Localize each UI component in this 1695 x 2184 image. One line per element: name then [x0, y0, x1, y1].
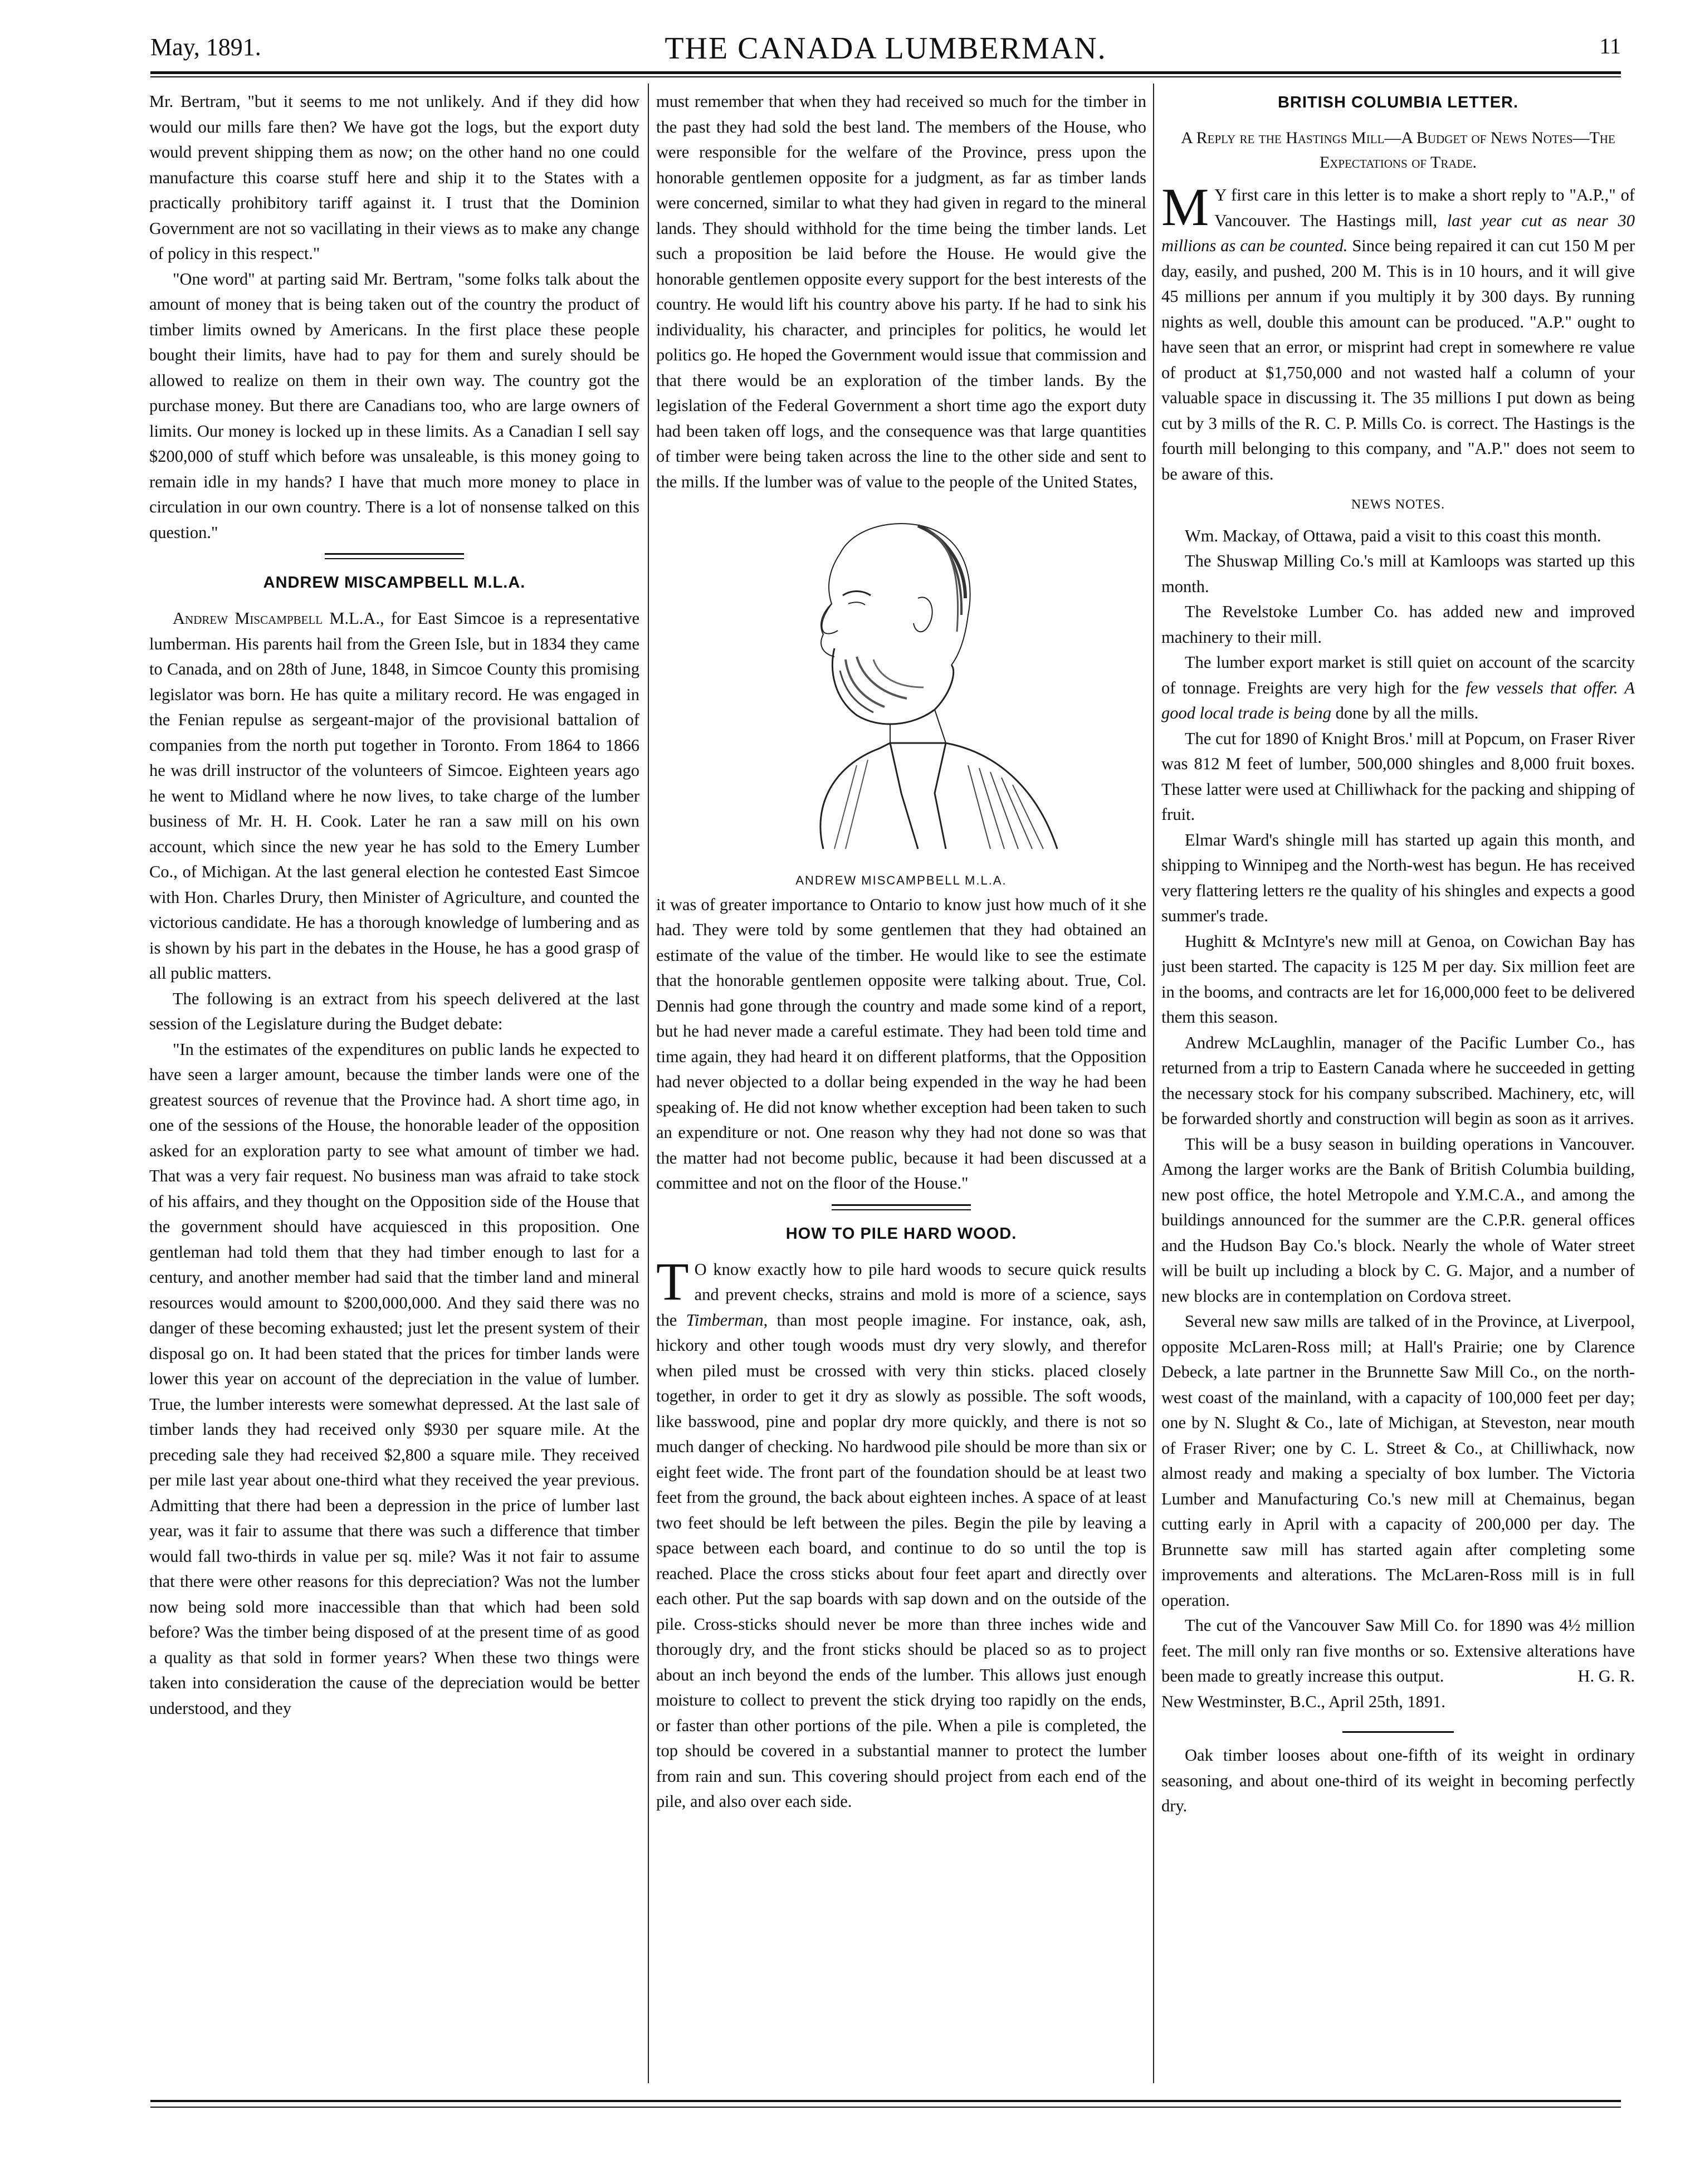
page-header [150, 31, 1621, 70]
header-rule-thin [150, 76, 1621, 77]
filler-paragraph: Oak timber looses about one-fifth of its weight in ordinary seasoning, and about one-third of its weight in becoming perfectly dry. [1161, 1746, 1635, 1815]
news-note: This will be a busy season in building operations in Vancouver. Among the larger works are the Bank of British Columbia building, new post office, the hotel Metropole and Y.M.C.A., and among the buildings announced for the summer are the C.P.R. general offices and the Hudson Bay Co.'s block. Nearly the whole of Water street will be built up including a block by C. G. Major, and a number of new blocks are in contemplation on Cordova street. [1161, 1134, 1635, 1306]
paragraph-text: O know exactly how to pile hard woods to secure quick results and prevent checks, strains and mold is more of a science, says the [656, 1259, 1146, 1330]
portrait-engraving [656, 504, 1146, 860]
signature: H. G. R. [1577, 1667, 1635, 1685]
section-divider [325, 558, 464, 559]
paragraph [149, 606, 639, 986]
paragraph-text: The lumber export market is still quiet on account of the scarcity of tonnage. Freights are very high for the [1161, 653, 1635, 697]
page-number: 11 [1599, 33, 1621, 58]
footer-rule [150, 2100, 1621, 2102]
news-note: The Shuswap Milling Co.'s mill at Kamloops was started up this month. [1161, 551, 1635, 596]
dateline: New Westminster, B.C., April 25th, 1891. [1161, 1692, 1446, 1711]
paragraph: "One word" at parting said Mr. Bertram, "some folks talk about the amount of money that is being taken out of the country the product of timber limits owned by Americans. In the first place these people bought their limits, have had to pay for them and surely should be allowed to realize on them in their own way. The country got the purchase money. But there are Canadians too, who are large owners of limits. Our money is locked up in these limits. As a Canadian I sell say $200,000 of stuff which before was unsaleable, is this money going to remain idle in my hands? I have that much more money to place in circulation in our own country. There is a lot of nonsense talked on this question." [149, 269, 639, 542]
issue-date: May, 1891. [150, 33, 261, 61]
paragraph: it was of greater importance to Ontario to know just how much of it she had. They were told by some gentlemen that they had obtained an estimate of the value of the timber. He would like to see the estimate that the honorable gentlemen opposite were talking about. True, Col. Dennis had gone through the country and made some kind of a report, but he had never made a careful estimate. They had been told time and time again, they had heard it on different platforms, that the Opposition had never objected to a dollar being expended in the way he had been speaking of. He did not know whether exception had been taken to such an expenditure or not. One reason why they had not done so was that the matter had not become public, because it had been discussed at a committee and not on the floor of the House." [656, 895, 1146, 1193]
paragraph: Mr. Bertram, "but it seems to me not unlikely. And if they did how would our mills fare then? We have got the logs, but the export duty would prevent shipping them as now; on the other hand no one could manufacture this coarse stuff here and ship it to the States with a practically prohibitory tariff against it. I trust that the Dominion Government are not so vacillating in their views as to make any change of policy in this respect." [149, 92, 639, 263]
column-1 [149, 89, 639, 2072]
publication-name: Timberman [686, 1310, 764, 1330]
section-divider [1342, 1731, 1454, 1733]
article-heading: BRITISH COLUMBIA LETTER. [1277, 94, 1519, 111]
news-note [1161, 650, 1635, 726]
paragraph-text: The cut of the Vancouver Saw Mill Co. for 1890 was 4½ million feet. The mill only ran five months or so. Extensive alterations have been made to greatly increase this output. [1161, 1616, 1635, 1685]
paragraph-text: Since being repaired it can cut 150 M per day, easily, and pushed, 200 M. This is in 10 hours, and it will give 45 millions per annum if you multiply it by 300 days. By running nights as well, double this amount can be produced. "A.P." ought to have seen that an error, or misprint had crept in somewhere re value of product at $1,750,000 and not wasted half a column of your valuable space in discussing it. The 35 millions I put down as being cut by 3 mills of the R. C. P. Mills Co. is correct. The Hastings is the fourth mill belonging to this company, and "A.P." does not seem to be aware of this. [1161, 236, 1635, 483]
paragraph: "In the estimates of the expenditures on public lands he expected to have seen a larger amount, because the timber lands were one of the greatest sources of revenue that the Province had. A short time ago, in one of the sessions of the House, the honorable leader of the opposition asked for an exploration party to see what amount of timber we had. That was a very fair request. No business man was afraid to take stock of his affairs, and they thought on the Opposition side of the House that the government should have acquiesced in this proposition. One gentleman had told them that they had timber enough to last for a century, and another member had said that the timber land and mineral resources would amount to $200,000,000. And they said there was no danger of these becoming exhausted; just let the present system of their disposal go on. It had been stated that the prices for timber lands were lower this year on account of the depreciation in the value of lumber. True, the lumber interests were somewhat depressed. At the last sale of timber lands they had received only $930 per square mile. At the preceding sale they had received $2,800 a square mile. They received per mile last year about one-third what they received the year previous. Admitting that there had been a depression in the price of lumber last year, was it fair to assume that there was such a difference that timber would fall two-thirds in value per sq. mile? Was it not fair to assume that there were other reasons for this depreciation? Was not the lumber now being sold more inaccessible than that which had been sold before? Was the timber being disposed of at the present time of as good a quality as that sold in former years? When these two things were taken into consideration the cause of the depreciation would be better understood, and they [149, 1039, 639, 1718]
paragraph-text: , than most people imagine. For instance, oak, ash, hickory and other tough woods must dry very slowly, and therefor when piled must be crossed with very thin sticks. placed closely together, in order to get it dry as slowly as possible. The soft woods, like basswood, pine and poplar dry more quickly, and there is not so much danger of checking. No hardwood pile should be more than six or eight feet wide. The front part of the foundation should be at least two feet from the ground, the back about eighteen inches. A space of at least two feet should be left between the piles. Begin the pile by leaving a space between each board, and continue to do so until the top is reached. Place the cross sticks about four feet apart and directly over each other. Put the sap boards with sap down and on the outside of the pile. Cross-sticks should never be more than three inches wide and thorougly dry, and the front sticks should be placed so as to project about an inch beyond the ends of the lumber. This allows just enough moisture to collect to prevent the stick drying too rapidly on the ends, or faster than other portions of the pile. When a pile is completed, the top should be covered in a substantial manner to protect the lumber from rain and sun. This covering should project from each end of the pile, and also over each side. [656, 1310, 1146, 1811]
news-note: Wm. Mackay, of Ottawa, paid a visit to this coast this month. [1185, 526, 1601, 545]
emphasis-text: few vessels that offer. A good local trade is being [1161, 678, 1635, 722]
paragraph-text: M.L.A., for East Simcoe is a representative lumberman. His parents hail from the Green Isle, but in 1834 they came to Canada, and on 28th of June, 1848, in Simcoe County this promising legislator was born. He has quite a military record. He was engaged in the Fenian repulse as sergeant-major of the provisional battalion of companies from the north put together in Toronto. From 1864 to 1866 he was drill instructor of the volunteers of Simcoe. Eighteen years ago he went to Midland where he now lives, to take charge of the lumber business of Mr. H. H. Cook. Later he ran a saw mill on his own account, which since the new year he has sold to the Emery Lumber Co., of Michigan. At the last general election he contested East Simcoe with Hon. Charles Drury, then Minister of Agriculture, and counted the victorious candidate. He has a thorough knowledge of lumbering and as is shown by his part in the debates in the House, he has a good grasp of all public matters. [149, 609, 639, 983]
news-note: The Revelstoke Lumber Co. has added new and improved machinery to their mill. [1161, 602, 1635, 647]
article-heading: HOW TO PILE HARD WOOD. [785, 1224, 1017, 1243]
news-note: Elmar Ward's shingle mill has started up again this month, and shipping to Winnipeg and the North-west has begun. He has received very flattering letters re the quality of his shingles and expects a good summer's trade. [1161, 830, 1635, 925]
news-note [1161, 1613, 1635, 1689]
paragraph: The following is an extract from his speech delivered at the last session of the Legislature during the Budget debate: [149, 989, 639, 1033]
article-heading: ANDREW MISCAMPBELL M.L.A. [263, 574, 526, 592]
section-divider [832, 1204, 971, 1206]
footer-rule-thin [150, 2107, 1621, 2108]
paragraph-text: done by all the mills. [1331, 703, 1479, 722]
column-3 [1161, 89, 1635, 2072]
column-2 [656, 89, 1146, 2072]
news-note: Several new saw mills are talked of in the Province, at Liverpool, opposite McLaren-Ross mill; at Hall's Prairie; one by Clarence Debeck, a late partner in the Brunnette Saw Mill Co., on the north-west coast of the mainland, with a capacity of 100,000 feet per day; one by N. Slught & Co., late of Michigan, at Steveston, near mouth of Fraser River; one by C. L. Street & Co., at Chilliwhack, now almost ready and making a specialty of box lumber. The Victoria Lumber and Manufacturing Co.'s new mill at Chemainus, began cutting early in April with a capacity of 200,000 per day. The Brunnette saw mill has started again after completing some improvements and alterations. The McLaren-Ross mill is in full operation. [1161, 1312, 1635, 1610]
news-note: Hughitt & McIntyre's new mill at Genoa, on Cowichan Bay has just been started. The capacity is 125 M per day. Six million feet are in the booms, and contracts are let for 16,000,000 feet to be delivered them this season. [1161, 931, 1635, 1027]
column-divider [1153, 84, 1154, 2083]
section-divider [325, 553, 464, 555]
section-divider [832, 1209, 971, 1210]
masthead-title: THE CANADA LUMBERMAN. [665, 31, 1107, 66]
emphasis-text: last year cut as near 30 millions as can be counted. [1161, 211, 1635, 255]
drop-cap: M [1161, 177, 1209, 237]
header-rule [150, 71, 1621, 74]
paragraph [656, 1251, 1146, 1815]
news-notes-heading: NEWS NOTES. [1351, 497, 1445, 512]
lead-name: Andrew Miscampbell [173, 609, 323, 628]
news-note: The cut for 1890 of Knight Bros.' mill at Popcum, on Fraser River was 812 M feet of lumber, 500,000 shingles and 8,000 fruit boxes. These latter were used at Chilliwhack for the packing and shipping of fruit. [1161, 729, 1635, 824]
news-note: Andrew McLaughlin, manager of the Pacific Lumber Co., has returned from a trip to Eastern Canada where he succeeded in getting the necessary stock for his company subscribed. Machinery, etc, will be forwarded shortly and construction will begin as soon as it arrives. [1161, 1033, 1635, 1128]
paragraph [1161, 177, 1635, 487]
article-subheading: A Reply re the Hastings Mill—A Budget of News Notes—The Expectations of Trade. [1181, 129, 1615, 172]
column-divider [648, 84, 649, 2083]
drop-cap: T [656, 1251, 689, 1311]
paragraph: must remember that when they had received so much for the timber in the past they had sold the best land. The members of the House, who were responsible for the welfare of the Province, press upon the honorable gentlemen opposite for a judgment, as far as timber lands were concerned, similar to what they had given in regard to the mineral lands. They should withhold for the time being the timber lands. Let such a proposition be laid before the House. He would give the honorable gentlemen opposite every support for the best interests of the country. He would lift his country above his party. If he had to sink his individuality, his character, and principles for politics, he would let politics go. He hoped the Government would issue that commission and that there would be an exploration of the timber lands. By the legislation of the Federal Government a short time ago the export duty had been taken off logs, and the consequence was that large quantities of timber were being taken across the line to the other side and sent to the mills. If the lumber was of value to the people of the United States, [656, 92, 1146, 491]
paragraph-text: Y first care in this letter is to make a short reply to "A.P.," of Vancouver. The Hastings mill, [1214, 185, 1635, 230]
portrait-caption: ANDREW MISCAMPBELL M.L.A. [795, 873, 1007, 887]
